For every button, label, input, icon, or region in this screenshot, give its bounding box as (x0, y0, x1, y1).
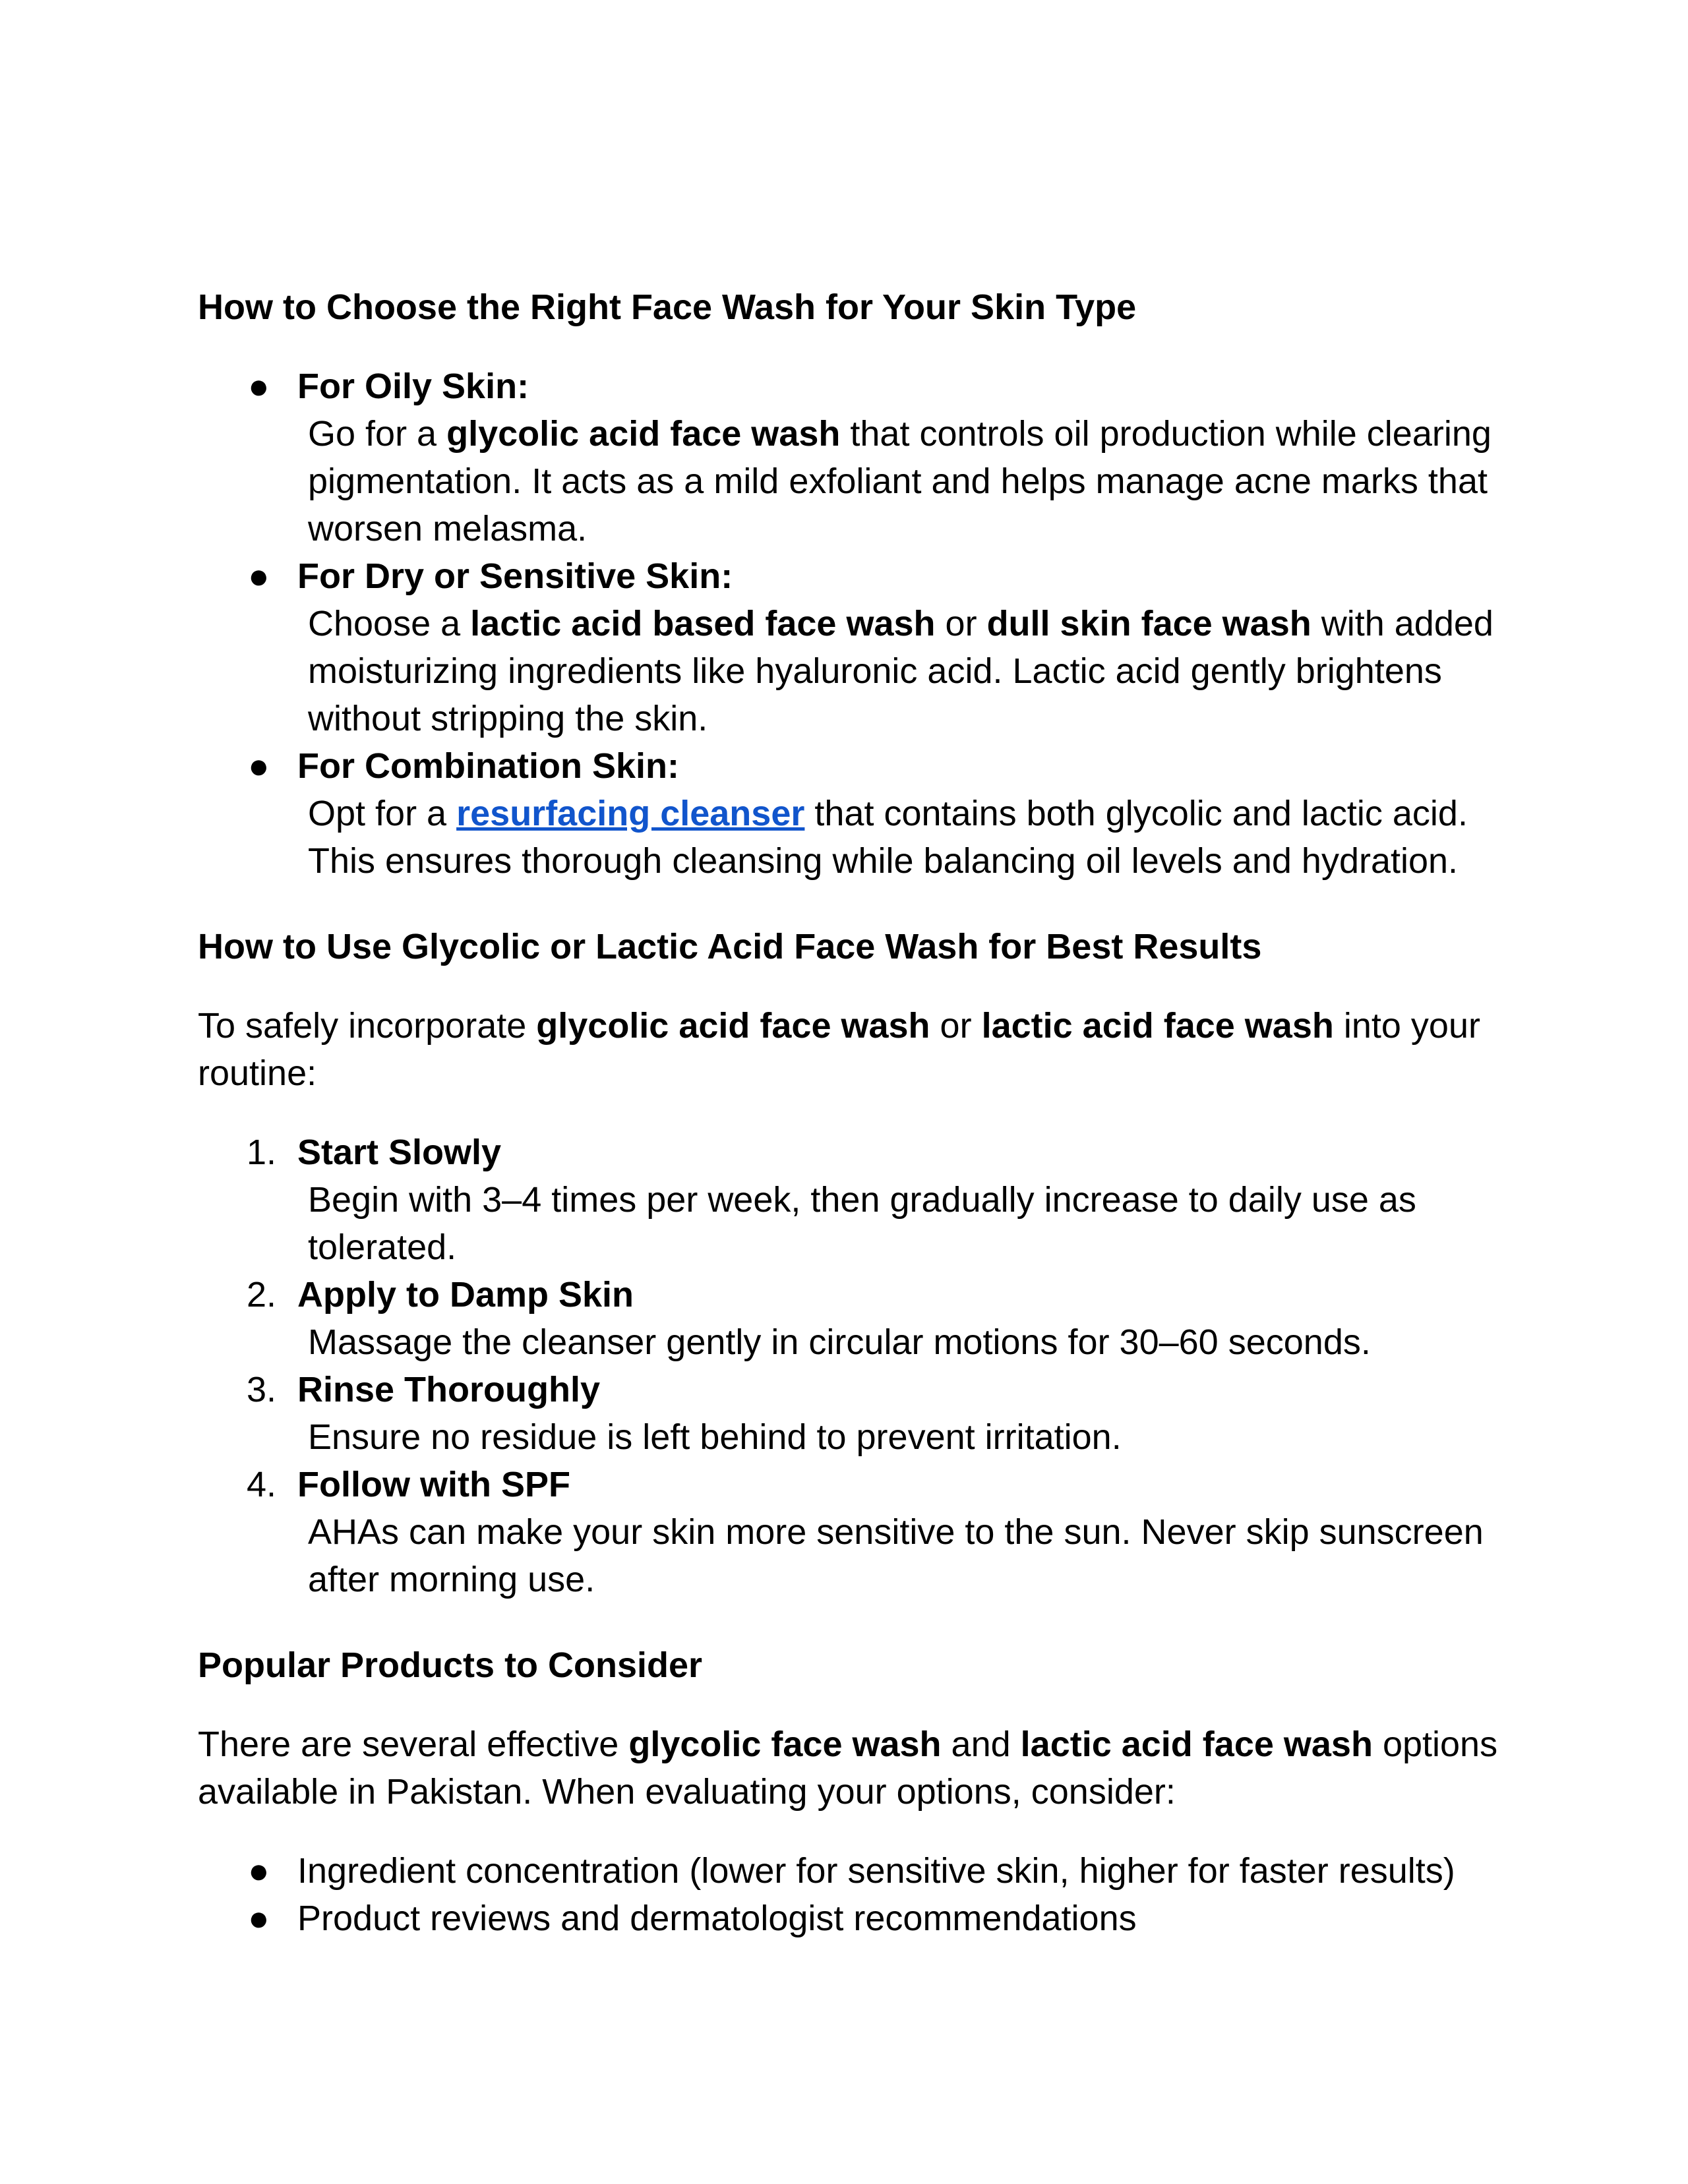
list-item-text: Product reviews and dermatologist recommendations (297, 1899, 1137, 1938)
text-run: Opt for a (308, 794, 457, 833)
considerations-list (198, 1847, 1503, 1942)
section-heading-skin-type: How to Choose the Right Face Wash for Your Skin Type (198, 287, 1137, 327)
text-run: with added moisturizing ingredients like hyaluronic acid. Lactic acid gently brightens without stripping the skin. (308, 604, 1493, 738)
bold-term: lactic acid face wash (981, 1006, 1334, 1046)
spacer (198, 331, 1503, 363)
resurfacing-cleanser-link[interactable]: resurfacing cleanser (456, 794, 805, 833)
item-body (297, 410, 1503, 552)
bullet-icon: ● (248, 746, 270, 786)
spacer (198, 1815, 1503, 1847)
step-title: Rinse Thoroughly (297, 1370, 600, 1409)
step-item (198, 1129, 1503, 1271)
bold-term: lactic acid based face wash (470, 604, 936, 643)
step-title: Start Slowly (297, 1133, 502, 1172)
bullet-icon: ● (248, 556, 270, 596)
bold-term: glycolic acid face wash (446, 414, 841, 454)
item-title: For Dry or Sensitive Skin: (297, 556, 733, 596)
step-item (198, 1271, 1503, 1366)
list-item-combination-skin (198, 742, 1503, 885)
text-run: Go for a (308, 414, 447, 454)
step-number: 4. (247, 1465, 277, 1504)
text-run: into your routine: (198, 1006, 1480, 1093)
step-item (198, 1366, 1503, 1461)
bold-term: lactic acid face wash (1020, 1725, 1373, 1764)
list-item-text: Ingredient concentration (lower for sensitive skin, higher for faster results) (297, 1851, 1455, 1891)
bold-term: dull skin face wash (986, 604, 1311, 643)
item-body (297, 600, 1503, 742)
text-run: To safely incorporate (198, 1006, 537, 1046)
bullet-icon: ● (248, 367, 270, 406)
text-run: and (941, 1725, 1021, 1764)
text-run: or (930, 1006, 982, 1046)
step-title: Apply to Damp Skin (297, 1275, 634, 1314)
list-item (198, 1847, 1503, 1895)
step-number: 2. (247, 1275, 277, 1314)
spacer (198, 1097, 1503, 1129)
list-item-oily-skin (198, 363, 1503, 552)
list-item (198, 1895, 1503, 1942)
intro-paragraph (198, 1002, 1503, 1097)
step-number: 1. (247, 1133, 277, 1172)
step-number: 3. (247, 1370, 277, 1409)
section-heading-popular-products: Popular Products to Consider (198, 1645, 703, 1685)
step-body: Ensure no residue is left behind to prevent irritation. (308, 1417, 1122, 1457)
text-run: There are several effective (198, 1725, 629, 1764)
text-run: or (935, 604, 987, 643)
spacer (198, 970, 1503, 1002)
step-item (198, 1461, 1503, 1603)
document-page (198, 283, 1503, 1942)
item-title: For Oily Skin: (297, 367, 529, 406)
bold-term: glycolic face wash (628, 1725, 942, 1764)
intro-paragraph (198, 1721, 1503, 1815)
spacer (198, 1689, 1503, 1721)
spacer (198, 1603, 1503, 1641)
step-body: Massage the cleanser gently in circular motions for 30–60 seconds. (308, 1322, 1371, 1362)
bullet-icon: ● (248, 1851, 270, 1891)
step-body: AHAs can make your skin more sensitive to the sun. Never skip sunscreen after morning use. (308, 1512, 1484, 1599)
text-run: Choose a (308, 604, 471, 643)
bullet-icon: ● (248, 1899, 270, 1938)
text-run: that controls oil production while clearing pigmentation. It acts as a mild exfoliant and helps manage acne marks that worsen melasma. (308, 414, 1492, 548)
step-body: Begin with 3–4 times per week, then gradually increase to daily use as tolerated. (308, 1180, 1416, 1267)
step-title: Follow with SPF (297, 1465, 570, 1504)
item-title: For Combination Skin: (297, 746, 679, 786)
text-run: options available in Pakistan. When evaluating your options, consider: (198, 1725, 1498, 1812)
text-run: that contains both glycolic and lactic acid. This ensures thorough cleansing while balancing oil levels and hydration. (308, 794, 1468, 881)
item-body (297, 790, 1503, 885)
steps-list (198, 1129, 1503, 1603)
skin-type-list (198, 363, 1503, 885)
spacer (198, 885, 1503, 923)
section-heading-how-to-use: How to Use Glycolic or Lactic Acid Face Wash for Best Results (198, 927, 1262, 966)
list-item-dry-sensitive-skin (198, 552, 1503, 742)
bold-term: glycolic acid face wash (536, 1006, 930, 1046)
